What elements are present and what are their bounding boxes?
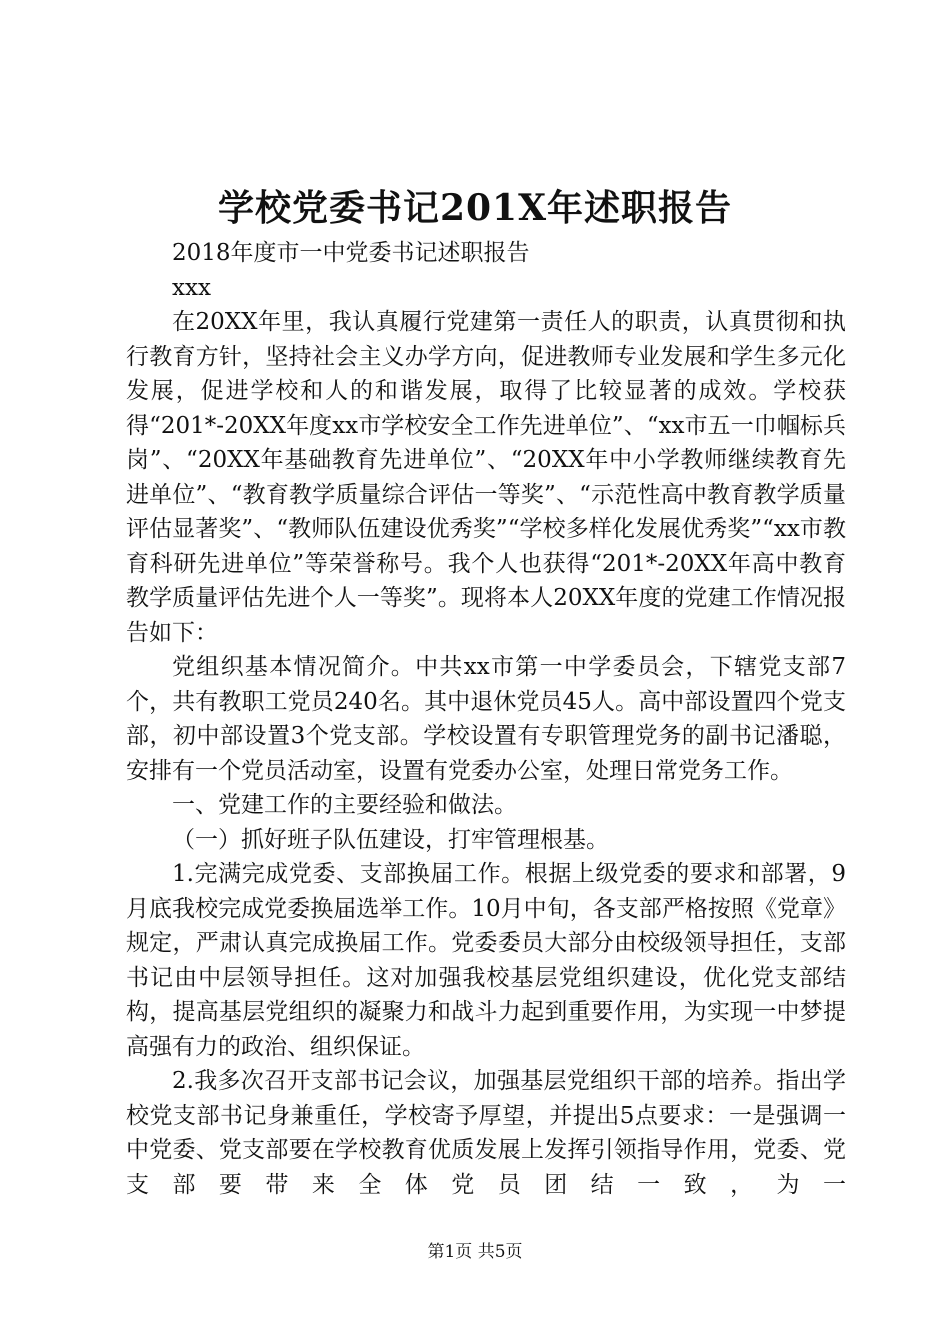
- page-footer: 第1页 共5页: [427, 1242, 523, 1262]
- document-title: 学校党委书记201X年述职报告: [217, 187, 733, 229]
- document-body: [126, 236, 846, 1202]
- author-paragraph: xxx: [172, 274, 211, 301]
- item-1-paragraph: 1.完满完成党委、支部换届工作。根据上级党委的要求和部署，9月底我校完成党委换届选举工作。10月中旬，各支部严格按照《党章》规定，严肃认真完成换届工作。党委委员大部分由校级领导担任，支部书记由中层领导担任。这对加强我校基层党组织建设，优化党支部结构，提高基层党组织的凝聚力和战斗力起到重要作用，为实现一中梦提高强有力的政治、组织保证。: [126, 861, 846, 1060]
- section-heading: 一、党建工作的主要经验和做法。: [172, 792, 517, 818]
- subsection-heading: （一）抓好班子队伍建设，打牢管理根基。: [172, 826, 609, 853]
- party-overview-paragraph: 党组织基本情况简介。中共xx市第一中学委员会，下辖党支部7个，共有教职工党员240名。其中退休党员45人。高中部设置四个党支部，初中部设置3个党支部。学校设置有专职管理党务的副书记潘聪，安排有一个党员活动室，设置有党委办公室，处理日常党务工作。: [126, 654, 846, 784]
- item-2-paragraph: 2.我多次召开支部书记会议，加强基层党组织干部的培养。指出学校党支部书记身兼重任，学校寄予厚望，并提出5点要求：一是强调一中党委、党支部要在学校教育优质发展上发挥引领指导作用，党委、党支部要带来全体党员团结一致，为一: [126, 1068, 846, 1198]
- subtitle-paragraph: 2018年度市一中党委书记述职报告: [172, 240, 530, 266]
- intro-paragraph: 在20XX年里，我认真履行党建第一责任人的职责，认真贯彻和执行教育方针，坚持社会主义办学方向，促进教师专业发展和学生多元化发展，促进学校和人的和谐发展，取得了比较显著的成效。学校获得“201*-20XX年度xx市学校安全工作先进单位”、“xx市五一巾帼标兵岗”、“20XX年基础教育先进单位”、“20XX年中小学教师继续教育先进单位”、“教育教学质量综合评估一等奖”、“示范性高中教育教学质量评估显著奖”、“教师队伍建设优秀奖”“学校多样化发展优秀奖”“xx市教育科研先进单位”等荣誉称号。我个人也获得“201*-20XX年高中教育教学质量评估先进个人一等奖”。现将本人20XX年度的党建工作情况报告如下：: [126, 309, 846, 646]
